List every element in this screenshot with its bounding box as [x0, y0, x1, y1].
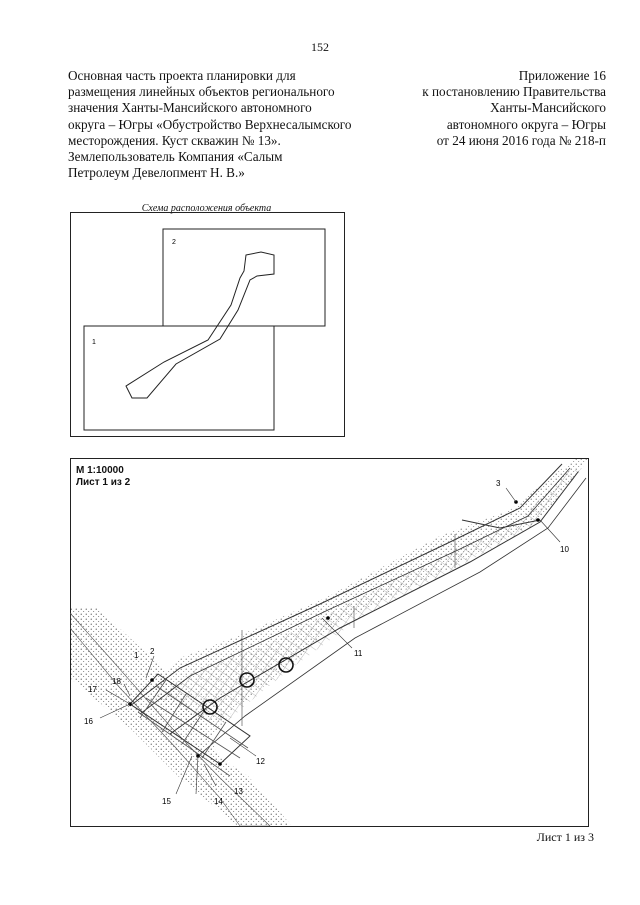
document-heading-left	[68, 68, 398, 181]
object-outline	[126, 252, 274, 398]
survey-point	[150, 678, 154, 682]
point-label: 2	[150, 647, 155, 656]
appendix-line: к постановлению Правительства	[422, 84, 606, 100]
map-scale-block	[76, 465, 130, 489]
point-label: 11	[354, 649, 363, 658]
scheme-title: Схема расположения объекта	[141, 203, 272, 214]
heading-line: Основная часть проекта планировки для	[68, 68, 296, 83]
point-label: 13	[234, 787, 243, 796]
point-label: 18	[112, 677, 121, 686]
point-label: 14	[214, 797, 223, 806]
heading-line: Землепользователь Компания «Салым	[68, 149, 283, 165]
sheet-1-outline	[84, 326, 274, 430]
sheet-2-outline	[163, 229, 325, 326]
appendix-line: Ханты-Мансийского	[490, 100, 606, 116]
point-label: 10	[560, 545, 569, 554]
survey-point	[536, 518, 540, 522]
point-label: 15	[162, 797, 171, 806]
appendix-line: Приложение 16	[518, 68, 606, 83]
appendix-line: от 24 июня 2016 года № 218-п	[436, 132, 606, 148]
heading-line: месторождения. Куст скважин № 13».	[68, 132, 281, 148]
situation-map	[70, 458, 590, 828]
point-label: 3	[496, 479, 501, 488]
point-label: 12	[256, 757, 265, 766]
heading-line: округа – Югры «Обустройство Верхнесалымского	[68, 116, 352, 132]
heading-line: значения Ханты-Мансийского автономного	[68, 100, 312, 116]
point-label: 16	[84, 717, 93, 726]
location-scheme	[70, 212, 346, 438]
survey-point	[326, 616, 330, 620]
map-scale: М 1:10000	[76, 465, 124, 476]
map-sheet-number: Лист 1 из 2	[76, 477, 131, 488]
heading-line: размещения линейных объектов регионального	[68, 84, 335, 100]
point-label: 1	[134, 651, 139, 660]
appendix-line: автономного округа – Югры	[446, 116, 606, 132]
point-label: 17	[88, 685, 97, 694]
page-number: 152	[311, 40, 329, 54]
heading-line: Петролеум Девелопмент Н. В.»	[68, 165, 245, 181]
footer-sheet-number: Лист 1 из 3	[536, 830, 594, 844]
scheme-frame	[71, 213, 345, 437]
sheet-2-label: 2	[172, 239, 176, 246]
appendix-heading-right	[356, 68, 606, 149]
survey-point	[218, 762, 222, 766]
sheet-1-label: 1	[92, 339, 96, 346]
